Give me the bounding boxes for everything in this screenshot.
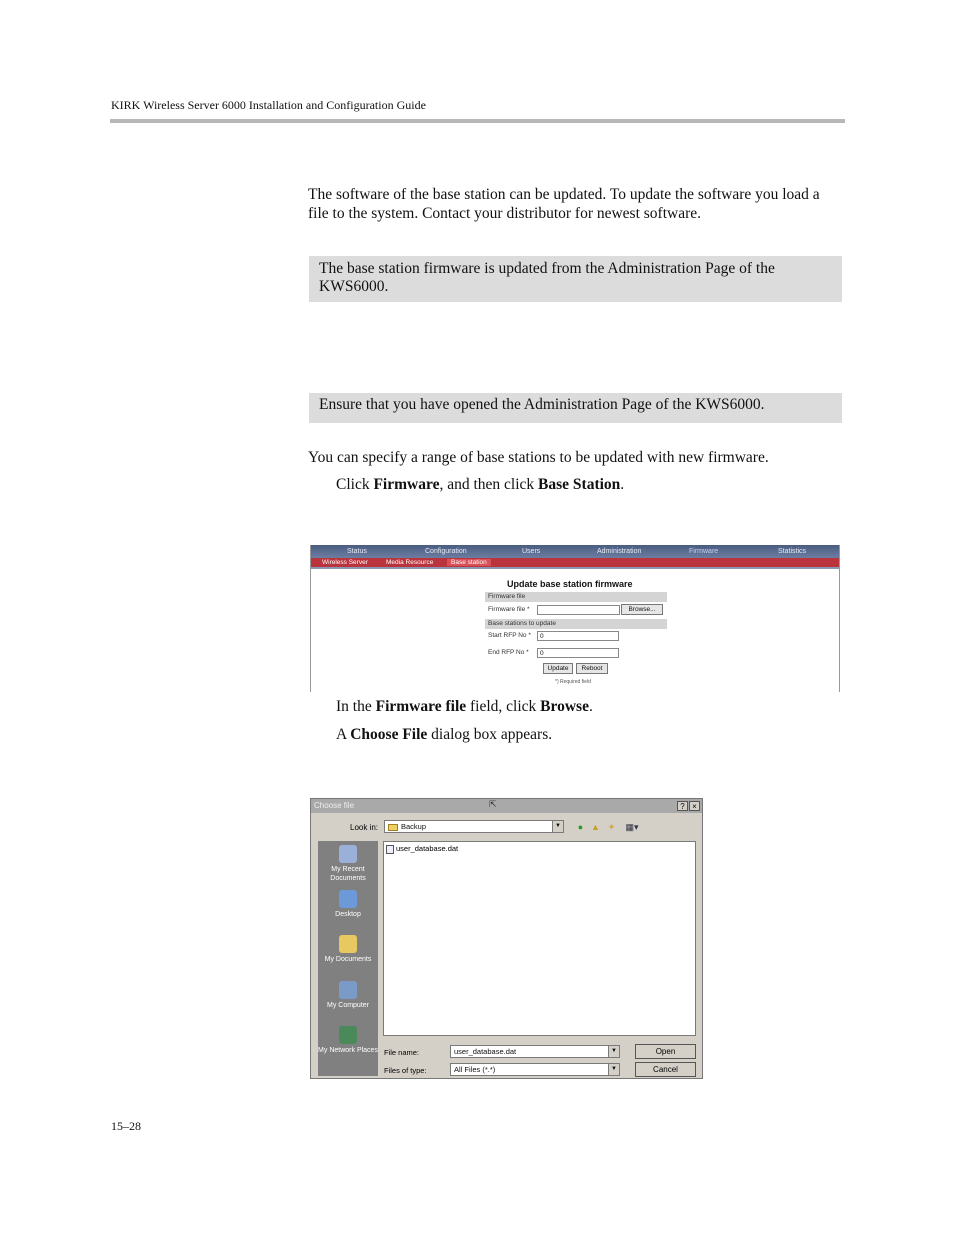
file-type-select[interactable]: All Files (*.*) ▼ <box>450 1063 620 1076</box>
running-header: KIRK Wireless Server 6000 Installation and Configuration Guide <box>111 98 426 112</box>
dialog-title: Choose file <box>314 801 355 810</box>
place-recent-documents[interactable]: My Recent Documents <box>318 845 378 883</box>
intro-paragraph: The software of the base station can be updated. To update the software you load a file to the system. Contact your distributor for newest software. <box>308 186 820 222</box>
page-number: 15–28 <box>111 1119 141 1133</box>
admin-page-screenshot <box>310 545 840 692</box>
my-computer-icon <box>339 981 357 999</box>
nav-configuration[interactable]: Configuration <box>425 548 467 555</box>
nav-divider <box>311 567 839 569</box>
help-button[interactable]: ? <box>677 801 688 811</box>
chevron-down-icon[interactable]: ▼ <box>552 821 563 832</box>
step-dialog-appears: A Choose File dialog box appears. <box>336 726 553 743</box>
folder-icon <box>388 824 398 831</box>
place-network-places[interactable]: My Network Places <box>318 1026 378 1055</box>
subnav-media-resource[interactable]: Media Resource <box>386 559 434 566</box>
firmware-file-input[interactable] <box>537 605 620 615</box>
my-documents-icon <box>339 935 357 953</box>
nav-statistics[interactable]: Statistics <box>778 548 807 555</box>
end-rfp-label: End RFP No * <box>488 649 529 656</box>
place-desktop[interactable]: Desktop <box>318 890 378 919</box>
cancel-button[interactable]: Cancel <box>635 1062 696 1077</box>
file-type-label: Files of type: <box>384 1066 427 1075</box>
file-list <box>383 841 696 1036</box>
view-menu-icon[interactable]: ▦▾ <box>625 822 639 832</box>
end-rfp-input[interactable]: 0 <box>537 648 619 658</box>
step-click-firmware: Click Firmware, and then click Base Station. <box>336 476 625 493</box>
required-field-note: *) Required field <box>555 679 591 685</box>
section-firmware-file: Firmware file <box>485 592 667 602</box>
mouse-cursor-icon: ⇱ <box>489 799 497 809</box>
browse-button[interactable]: Browse... <box>621 604 663 615</box>
file-name-input[interactable]: user_database.dat ▼ <box>450 1045 620 1058</box>
section-base-stations: Base stations to update <box>485 619 667 629</box>
start-rfp-label: Start RFP No * <box>488 632 531 639</box>
file-name-label: File name: <box>384 1048 420 1057</box>
header-rule <box>110 119 845 123</box>
note-firmware-location: The base station firmware is updated from the Administration Page of the KWS6000. <box>309 256 842 302</box>
dialog-titlebar <box>311 799 702 813</box>
place-my-computer[interactable]: My Computer <box>318 981 378 1010</box>
recent-documents-icon <box>339 845 357 863</box>
back-icon[interactable]: ● <box>577 822 584 832</box>
place-my-documents[interactable]: My Documents <box>318 935 378 964</box>
file-icon <box>386 845 394 854</box>
nav-status[interactable]: Status <box>347 548 367 555</box>
form-title: Update base station firmware <box>507 579 633 589</box>
chevron-down-icon[interactable]: ▼ <box>608 1064 619 1075</box>
firmware-file-label: Firmware file * <box>488 606 530 613</box>
nav-administration[interactable]: Administration <box>597 548 642 555</box>
nav-users[interactable]: Users <box>522 548 541 555</box>
range-paragraph: You can specify a range of base stations to be updated with new firmware. <box>308 449 769 466</box>
start-rfp-input[interactable]: 0 <box>537 631 619 641</box>
close-button[interactable]: × <box>689 801 700 811</box>
sub-nav <box>311 558 839 567</box>
nav-firmware[interactable]: Firmware <box>689 548 719 555</box>
chevron-down-icon[interactable]: ▼ <box>608 1046 619 1057</box>
note-open-admin-page: Ensure that you have opened the Administration Page of the KWS6000. <box>309 393 842 423</box>
reboot-button[interactable]: Reboot <box>576 663 608 674</box>
subnav-base-station[interactable]: Base station <box>447 559 491 566</box>
list-item[interactable]: user_database.dat <box>386 844 458 854</box>
open-button[interactable]: Open <box>635 1044 696 1059</box>
new-folder-icon[interactable]: ✦ <box>607 822 616 832</box>
step-click-browse: In the Firmware file field, click Browse. <box>336 698 593 715</box>
main-nav <box>311 545 839 558</box>
network-places-icon <box>339 1026 357 1044</box>
desktop-icon <box>339 890 357 908</box>
choose-file-dialog <box>310 798 703 1079</box>
subnav-wireless-server[interactable]: Wireless Server <box>322 559 368 566</box>
look-in-select[interactable]: Backup ▼ <box>384 820 564 833</box>
look-in-label: Look in: <box>350 823 379 832</box>
update-button[interactable]: Update <box>543 663 573 674</box>
up-folder-icon[interactable]: ▲ <box>591 822 600 832</box>
places-bar <box>318 841 378 1076</box>
